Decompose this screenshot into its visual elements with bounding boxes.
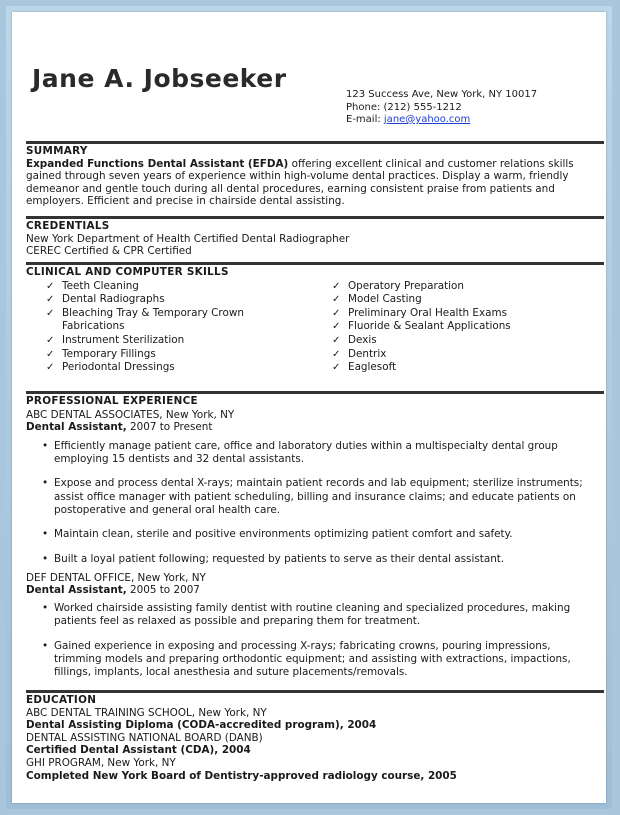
school: DENTAL ASSISTING NATIONAL BOARD (DANB) <box>26 731 263 744</box>
bullet-icon: • <box>42 602 49 615</box>
job-bullets <box>26 440 596 566</box>
bullet-item: • Efficiently manage patient care, office and laboratory duties within a multispecialty dental group employing 15 dentists and 32 dental assistants. <box>42 439 558 466</box>
skill-item: ✓ Instrument Sterilization <box>46 333 185 346</box>
award: Completed New York Board of Dentistry-approved radiology course, 2005 <box>26 769 457 782</box>
experience-section <box>26 395 596 691</box>
summary-lead: Expanded Functions Dental Assistant (EFDA) <box>26 157 289 170</box>
section-divider <box>26 141 604 144</box>
bullet-item: • Maintain clean, sterile and positive environments optimizing patient comfort and safety. <box>42 528 513 541</box>
email-link[interactable]: jane@yahoo.com <box>383 114 471 125</box>
award: Dental Assisting Diploma (CODA-accredited program), 2004 <box>26 719 377 732</box>
summary-section <box>26 145 596 208</box>
skills-list-left <box>26 280 312 375</box>
window-frame <box>6 6 612 809</box>
skills-columns <box>26 279 596 375</box>
address: 123 Success Ave, New York, NY 10017 <box>346 89 538 100</box>
job-role: Dental Assistant, <box>26 584 127 597</box>
employer: ABC DENTAL ASSOCIATES, New York, NY <box>26 408 235 421</box>
credential-line: New York Department of Health Certified Dental Radiographer <box>26 232 350 245</box>
credentials-section <box>26 220 596 258</box>
skill-item: ✓ Preliminary Oral Health Exams <box>332 306 508 319</box>
resume-page <box>12 12 606 803</box>
bullet-icon: • <box>42 552 49 565</box>
job-dates: 2005 to 2007 <box>126 584 200 597</box>
section-title: EDUCATION <box>26 694 97 706</box>
checkmark-icon: ✓ <box>46 334 55 346</box>
job-role: Dental Assistant, <box>26 421 127 434</box>
checkmark-icon: ✓ <box>332 348 341 360</box>
checkmark-icon: ✓ <box>332 334 341 346</box>
education-section <box>26 694 596 782</box>
skill-item: ✓ Periodontal Dressings <box>46 361 175 374</box>
email-line <box>346 114 537 127</box>
skill-item: ✓ Teeth Cleaning <box>46 279 139 292</box>
skill-item: ✓ Operatory Preparation <box>332 279 464 292</box>
skill-item: ✓ Fluoride & Sealant Applications <box>332 320 511 333</box>
phone: Phone: (212) 555-1212 <box>346 101 462 113</box>
job-bullets <box>26 602 596 679</box>
section-divider <box>26 690 604 693</box>
section-title: CREDENTIALS <box>26 220 110 232</box>
job-title-line <box>26 584 596 597</box>
bullet-icon: • <box>42 477 49 490</box>
bullet-icon: • <box>42 439 49 452</box>
candidate-name: Jane A. Jobseeker <box>32 64 287 93</box>
summary-body: offering excellent clinical and customer relations skills gained through seven years of experience within high-volume dental practices. Display a warm, friendly demeanor and gentle touch during all dental procedures, earning consistent praise from patients and employers. Efficient and precise in chairside dental assisting. <box>26 157 574 208</box>
credential-line: CEREC Certified & CPR Certified <box>26 245 192 258</box>
skill-item: ✓ Bleaching Tray & Temporary Crown Fabrications <box>46 306 244 333</box>
checkmark-icon: ✓ <box>332 362 341 374</box>
job-dates: 2007 to Present <box>126 421 213 434</box>
checkmark-icon: ✓ <box>46 362 55 374</box>
skill-item: ✓ Model Casting <box>332 293 422 306</box>
award: Certified Dental Assistant (CDA), 2004 <box>26 744 251 757</box>
section-title: PROFESSIONAL EXPERIENCE <box>26 395 198 407</box>
skill-item: ✓ Dental Radiographs <box>46 293 165 306</box>
checkmark-icon: ✓ <box>332 307 341 319</box>
school: GHI PROGRAM, New York, NY <box>26 756 176 769</box>
skill-item: ✓ Temporary Fillings <box>46 347 156 360</box>
checkmark-icon: ✓ <box>46 280 55 292</box>
contact-block <box>346 89 537 127</box>
skill-item: ✓ Dentrix <box>332 347 387 360</box>
bullet-icon: • <box>42 528 49 541</box>
email-label: E-mail: <box>346 114 384 125</box>
job-title-line <box>26 421 596 434</box>
checkmark-icon: ✓ <box>46 348 55 360</box>
bullet-item: • Expose and process dental X-rays; maintain patient records and lab equipment; sterilize instruments; assist office manager with patient scheduling, billing and insurance claims; and educate patients on postoperative and general oral health care. <box>42 477 583 516</box>
bullet-item: • Worked chairside assisting family dentist with routine cleaning and specialized procedures, making patients feel as relaxed as possible and preparing them for treatment. <box>42 602 571 628</box>
checkmark-icon: ✓ <box>46 294 55 306</box>
section-title: SUMMARY <box>26 145 88 157</box>
skill-item: ✓ Dexis <box>332 333 377 346</box>
checkmark-icon: ✓ <box>332 294 341 306</box>
section-title: CLINICAL AND COMPUTER SKILLS <box>26 266 229 278</box>
section-divider <box>26 391 604 394</box>
checkmark-icon: ✓ <box>46 307 55 319</box>
skill-item: ✓ Eaglesoft <box>332 361 397 374</box>
bullet-item: • Gained experience in exposing and processing X-rays; fabricating crowns, pouring impressions, trimming models and preparing orthodontic equipment; and assisting with extractions, impactions, fillings, implants, local anesthesia and suture placements/removals. <box>42 639 571 679</box>
section-divider <box>26 216 604 219</box>
school: ABC DENTAL TRAINING SCHOOL, New York, NY <box>26 706 267 719</box>
section-divider <box>26 262 604 265</box>
bullet-item: • Built a loyal patient following; requested by patients to serve as their dental assistant. <box>42 552 505 565</box>
employer: DEF DENTAL OFFICE, New York, NY <box>26 571 206 584</box>
checkmark-icon: ✓ <box>332 280 341 292</box>
checkmark-icon: ✓ <box>332 321 341 333</box>
bullet-icon: • <box>42 639 49 652</box>
skills-list-right <box>312 280 511 375</box>
summary-text <box>26 158 596 208</box>
skills-section <box>26 266 596 375</box>
